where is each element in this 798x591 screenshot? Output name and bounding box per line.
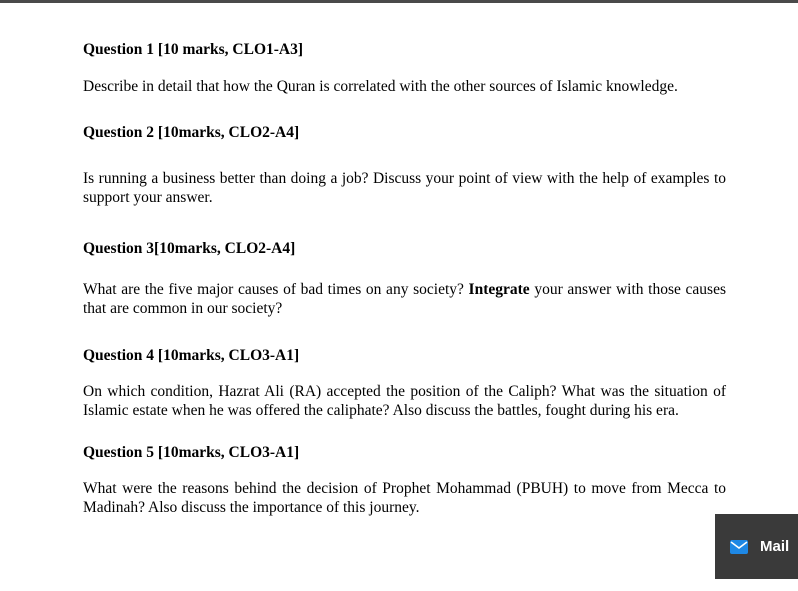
mail-label: Mail xyxy=(760,538,790,555)
window-top-border xyxy=(0,0,798,3)
question-3-body-part-1: What are the five major causes of bad times on any society? xyxy=(83,281,469,298)
envelope-icon xyxy=(730,540,748,554)
mail-button[interactable] xyxy=(715,514,798,579)
question-4-body: On which condition, Hazrat Ali (RA) accepted the position of the Caliph? What was the situation of Islamic estate when he was offered the caliphate? Also discuss the battles, fought during his era. xyxy=(83,383,726,419)
question-5-body: What were the reasons behind the decision of Prophet Mohammad (PBUH) to move from Mecca to Madinah? Also discuss the importance of this journey. xyxy=(83,480,726,516)
question-3-body-part-2: your answer with those causes that are common in our society? xyxy=(83,281,726,317)
question-3-body-emphasis: Integrate xyxy=(468,281,530,298)
question-4-title: Question 4 [10marks, CLO3-A1] xyxy=(83,347,300,364)
question-3-title: Question 3[10marks, CLO2-A4] xyxy=(83,240,296,257)
question-2-title: Question 2 [10marks, CLO2-A4] xyxy=(83,124,300,141)
question-3-body xyxy=(83,281,726,318)
question-5-title: Question 5 [10marks, CLO3-A1] xyxy=(83,444,300,461)
question-1-title: Question 1 [10 marks, CLO1-A3] xyxy=(83,41,304,58)
question-2-body: Is running a business better than doing a job? Discuss your point of view with the help of examples to support your answer. xyxy=(83,170,726,206)
question-1-body: Describe in detail that how the Quran is correlated with the other sources of Islamic knowledge. xyxy=(83,78,678,95)
